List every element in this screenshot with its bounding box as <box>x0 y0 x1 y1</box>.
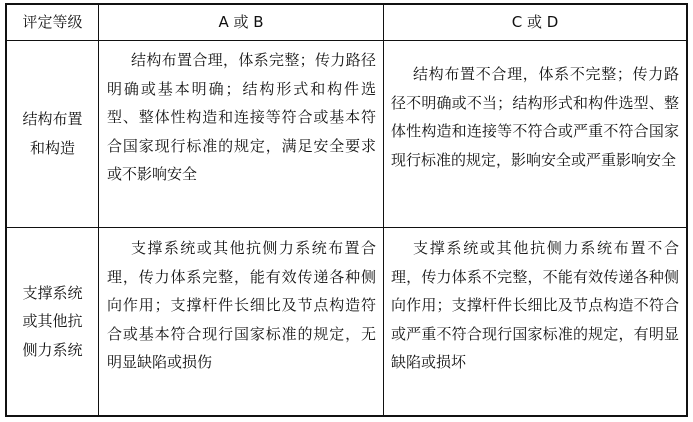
header-divider <box>7 40 686 41</box>
column-divider-1 <box>98 5 99 415</box>
row2-cd-text: 支撑系统或其他抗侧力系统布置不合理，传力体系不完整，不能有效传递各种侧向作用；支撑杆件长细比及节点构造不符合或严重不符合现行国家标准的规定，有明显缺陷或损坏 <box>391 239 679 372</box>
header-c-or-d: C 或 D <box>511 13 559 32</box>
row1-cd-text: 结构布置不合理，体系不完整；传力路径不明确或不当；结构形式和构件选型、整体性构造和连接等不符合或严重不符合国家现行标准的规定，影响安全或严重影响安全 <box>391 65 679 169</box>
row2-ab-text: 支撑系统或其他抗侧力系统布置合理，传力体系完整，能有效传递各种侧向作用；支撑杆件长细比及节点构造符合或基本符合现行国家标准的规定，无明显缺陷或损伤 <box>107 239 376 372</box>
header-grade: 评定等级 <box>22 13 83 32</box>
header-a-or-b: A 或 B <box>218 13 264 32</box>
evaluation-table <box>5 3 688 417</box>
row-label-bracing: 支撑系统 或其他抗 侧力系统 <box>22 283 83 359</box>
column-divider-2 <box>383 5 384 415</box>
row1-ab-text: 结构布置合理，体系完整；传力路径明确或基本明确；结构形式和构件选型、整体性构造和连接等符合或基本符合国家现行标准的规定，满足安全要求或不影响安全 <box>107 51 376 184</box>
row-label-structure: 结构布置 和构造 <box>22 110 83 157</box>
row-divider <box>7 227 686 228</box>
